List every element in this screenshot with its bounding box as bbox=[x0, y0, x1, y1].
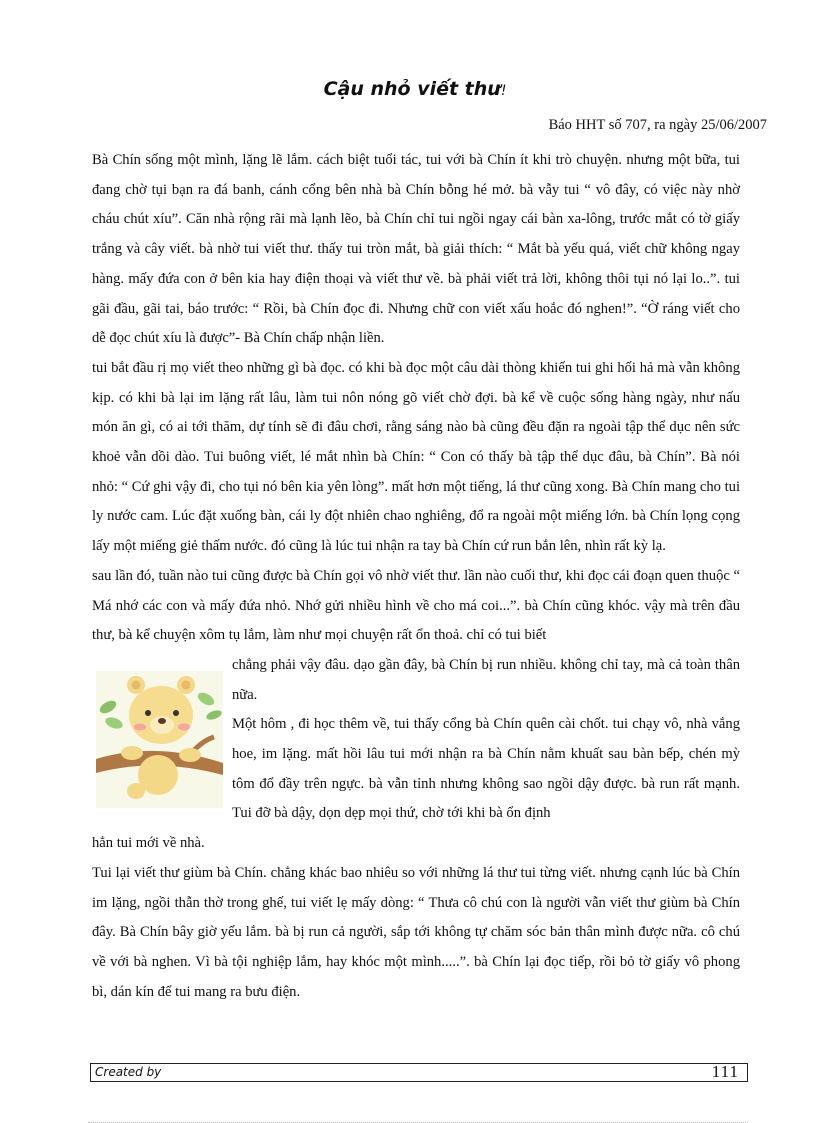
paragraph-4: Một hôm , đi học thêm về, tui thấy cổng bà Chín quên cài chốt. tui chạy vô, nhà vắng hoe, im lặng. mất hồi lâu tui mới nhận ra bà Chín nằm khuất sau bàn bếp, chén mỳ tôm đổ đầy trên ngực. bà vẫn tỉnh nhưng không sao ngồi dậy được. bà run rất mạnh. Tui đỡ bà dậy, dọn dẹp mọi thứ, chờ tới khi bà ổn định bbox=[232, 716, 740, 822]
paragraph-2: tui bắt đầu rị mọ viết theo những gì bà đọc. có khi bà đọc một câu dài thòng khiến tui ghi hối hả mà vẫn không kịp. có khi bà lại im lặng rất lâu, làm tui nôn nóng gõ viết chờ đợi. bà kể về cuộc sống hàng ngày, như nấu món ăn gì, có ai tới thăm, dự tính sẽ đi đâu chơi, rằng sáng nào bà cũng đều đặn ra ngoài tập thể dục nên sức khoẻ vẫn dồi dào. Tui buông viết, lé mắt nhìn bà Chín: “ Con có thấy bà tập thể dục đâu, bà Chín”. Bà nói nhỏ: “ Cứ ghi vậy đi, cho tụi nó bên kia yên lòng”. mất hơn một tiếng, lá thư cũng xong. Bà Chín mang cho tui ly nước cam. Lúc đặt xuống bàn, cái ly đột nhiên chao nghiêng, đổ ra ngoài một miếng lớn. bà Chín lọng cọng lấy một miếng giẻ thấm nước. đó cũng là lúc tui nhận ra tay bà Chín cứ run bắn lên, nhìn rất kỳ lạ. bbox=[92, 359, 740, 555]
teddy-bear-illustration bbox=[96, 671, 223, 808]
image-wrap-block bbox=[92, 651, 740, 859]
paragraph-5: Tui lại viết thư giùm bà Chín. chẳng khác bao nhiêu so với những lá thư tui từng viết. nhưng cạnh lúc bà Chín im lặng, ngồi thẫn thờ trong ghế, tui viết lẹ mấy dòng: “ Thưa cô chú con là người vẫn viết thư giùm bà Chín đây. Bà Chín bây giờ yếu lắm. bà bị run cả người, sắp tới không tự chăm sóc bản thân mình được nữa. cô chú về với bà nghen. Vì bà tội nghiệp lắm, hay khóc một mình.....”. bà Chín lại đọc tiếp, rồi bỏ tờ giấy vô phong bì, dán kín để tui mang ra bưu điện. bbox=[92, 864, 740, 1000]
paragraph-1: Bà Chín sống một mình, lặng lẽ lắm. cách biệt tuổi tác, tui với bà Chín ít khi trò chuyện. nhưng một bữa, tui đang chờ tụi bạn ra đá banh, cánh cổng bên nhà bà Chín bỗng hé mở. bà vẫy tui “ vô đây, có việc này nhờ cháu chút xíu”. Căn nhà rộng rãi mà lạnh lẽo, bà Chín chỉ tui ngồi ngay cái bàn xa-lông, trước mắt có tờ giấy trắng và cây viết. bà nhờ tui viết thư. thấy tui tròn mắt, bà giải thích: “ Mắt bà yếu quá, viết chữ không ngay hàng. mấy đứa con ở bên kia hay điện thoại và viết thư về. bà phải viết trả lời, không thôi tụi nó lại lo..”. tui gãi đầu, gãi tai, báo trước: “ Rồi, bà Chín đọc đi. Nhưng chữ con viết xấu hoắc đó nghen!”. “Ờ ráng viết cho dễ đọc chút xíu là được”- Bà Chín chấp nhận liền. bbox=[92, 152, 740, 347]
paragraph-3: sau lần đó, tuần nào tui cũng được bà Chín gọi vô nhờ viết thư. lần nào cuối thư, khi đọc cái đoạn quen thuộc “ Má nhớ các con và mấy đứa nhỏ. Nhớ gửi nhiều hình về cho má coi...”. bà Chín cũng khóc. vậy mà trên đầu thư, bà kể chuyện xôm tụ lắm, làm như mọi chuyện rất ổn thoả. chỉ có tui biết bbox=[92, 567, 740, 644]
title-mark: ! bbox=[500, 83, 507, 99]
paragraph-4-tail: hẳn tui mới về nhà. bbox=[92, 835, 205, 852]
article-title bbox=[0, 78, 816, 100]
title-text: Cậu nhỏ viết thư bbox=[323, 78, 501, 100]
created-by-label: Created by bbox=[95, 1065, 162, 1079]
paragraph-3-continued: chẳng phải vậy đâu. dạo gần đây, bà Chín bị run nhiều. không chỉ tay, mà cả toàn thân nữa. bbox=[232, 656, 740, 703]
page-number: 111 bbox=[711, 1062, 739, 1081]
page-footer bbox=[90, 1063, 748, 1082]
article-body bbox=[92, 146, 740, 1007]
source-line: Báo HHT số 707, ra ngày 25/06/2007 bbox=[548, 117, 767, 133]
